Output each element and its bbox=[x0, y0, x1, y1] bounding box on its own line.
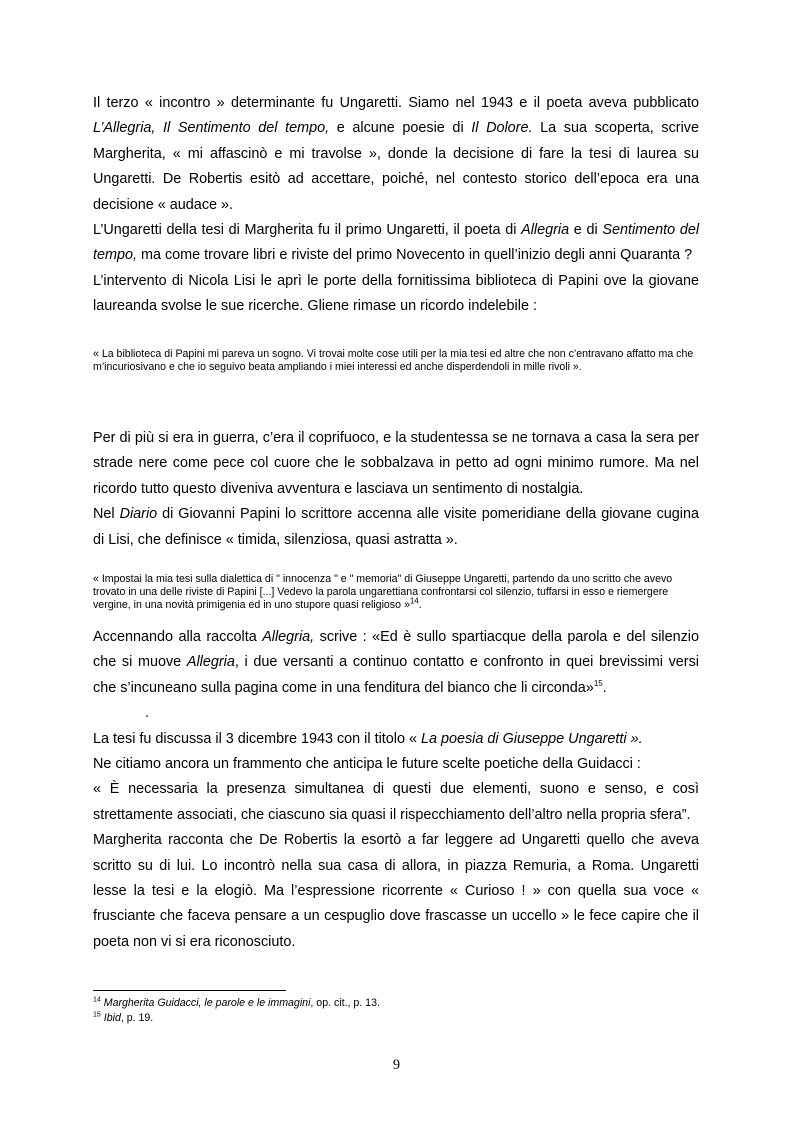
text-run: e di bbox=[569, 222, 603, 239]
text-run: « Impostai la mia tesi sulla dialettica di " innocenza " e " memoria" di Giuseppe Ungaretti, partendo da uno scritto che avevo trovato in una delle riviste di Papini [...] Vedevo la parola ungarettiana confrontarsi col silenzio, tuffarsi in esso e riemergere vergine, in una novità primigenia ed in uno stupore quasi religioso » bbox=[93, 573, 673, 611]
footnote-15 bbox=[93, 1011, 699, 1026]
body-section-3 bbox=[93, 625, 699, 955]
text-run: ma come trovare libri e riviste del primo Novecento in quell’inizio degli anni Quaranta ? bbox=[137, 247, 693, 264]
footnote-title: Margherita Guidacci, le parole e le immagini bbox=[103, 997, 311, 1009]
paragraph-ungaretti-tesi bbox=[93, 218, 699, 269]
text-run: Accennando alla raccolta bbox=[93, 629, 263, 645]
footnote-title: Ibid bbox=[103, 1012, 121, 1024]
text-run: Il terzo « incontro » determinante fu Ungaretti. Siamo nel 1943 e il poeta aveva pubblicato bbox=[93, 95, 699, 111]
text-run: , i due versanti a continuo contatto e confronto in quei brevissimi versi che s’incuneano sulla pagina come in una fenditura del bianco che li circonda» bbox=[93, 654, 699, 696]
quote-text: « La biblioteca di Papini mi pareva un sogno. Vi trovai molte cose utili per la mia tesi ed altre che non c’entravano affatto ma che m’incuriosivano e che io seguivo beata ampliando i miei interessi ed anche disperdendoli in mille rivoli ». bbox=[93, 348, 694, 373]
text-run: L’Ungaretti della tesi di Margherita fu il primo Ungaretti, il poeta di bbox=[93, 222, 522, 239]
text-run: e alcune poesie di bbox=[329, 120, 472, 137]
footnote-14 bbox=[93, 996, 699, 1011]
body-section-1 bbox=[93, 91, 699, 320]
text-run: Nel bbox=[93, 506, 120, 523]
page-number: 9 bbox=[392, 1057, 401, 1073]
paragraph-citazione-suono-senso: « È necessaria la presenza simultanea di questi due elementi, suono e senso, e così strettamente associati, che ciascuno sia quasi il rispecchiamento dell’altro nella propria sfera”. bbox=[93, 781, 699, 823]
italic-title: Il Dolore. bbox=[471, 120, 533, 137]
italic-title: Allegria bbox=[521, 222, 570, 239]
footnote-ref-15[interactable]: 15 bbox=[593, 679, 603, 689]
footnotes bbox=[93, 996, 699, 1026]
text-run: La tesi fu discussa il 3 dicembre 1943 con il titolo « bbox=[93, 730, 421, 747]
text-run: di Giovanni Papini lo scrittore accenna alle visite pomeridiane della giovane cugina di Lisi, che definisce « timida, silenziosa, quasi astratta ». bbox=[93, 506, 700, 548]
italic-title: Allegria bbox=[186, 654, 235, 671]
footnote-number: 15 bbox=[93, 1011, 101, 1019]
paragraph-terzo-incontro bbox=[93, 91, 699, 218]
quote-text bbox=[93, 573, 699, 612]
italic-title: La poesia di Giuseppe Ungaretti ». bbox=[420, 730, 643, 747]
italic-title: Allegria, bbox=[262, 629, 315, 645]
italic-title: Diario bbox=[119, 506, 158, 523]
body-section-2 bbox=[93, 426, 699, 553]
text-run: scrive : «Ed è sullo spartiacque della parola e del silenzio che si muove bbox=[93, 629, 700, 671]
footnote-ref-14[interactable]: 14 bbox=[409, 596, 419, 606]
paragraph-frammento: Ne citiamo ancora un frammento che anticipa le future scelte poetiche della Guidacci : bbox=[93, 756, 641, 773]
paragraph-allegria bbox=[93, 625, 699, 701]
italic-title: L’Allegria, Il Sentimento del tempo, bbox=[93, 120, 330, 137]
italic-title: Sentimento del tempo, bbox=[93, 222, 700, 264]
text-run: . bbox=[418, 599, 422, 611]
footnote-number: 14 bbox=[93, 996, 101, 1004]
footnote-text: , op. cit., p. 13. bbox=[310, 997, 380, 1009]
paragraph-de-robertis: Margherita racconta che De Robertis la esortò a far leggere ad Ungaretti quello che aveva scritto su di lui. Lo incontrò nella sua casa di allora, in piazza Remuria, a Roma. Ungaretti lesse la tesi e la elogiò. Ma l’espressione ricorrente « Curioso ! » con quella sua voce « frusciante che faceva pensare a un cespuglio dove frascasse un uccello » le fece capire che il poeta non vi si era riconosciuto. bbox=[93, 832, 699, 950]
footnote-separator bbox=[93, 990, 286, 991]
text-run: . bbox=[602, 679, 607, 696]
text-run: La sua scoperta, scrive Margherita, « mi affascinò e mi travolse », donde la decisione di fare la tesi di laurea su Ungaretti. De Robertis esitò ad accettare, poiché, nel contesto storico dell’epoca era una decisione « audace ». bbox=[93, 120, 699, 213]
block-quote-tesi bbox=[93, 573, 699, 612]
paragraph-tesi-discussa bbox=[93, 727, 699, 752]
paragraph-nicola-lisi: L’intervento di Nicola Lisi le aprì le porte della fornitissima biblioteca di Papini ove la giovane laureanda svolse le sue ricerche. Gliene rimase un ricordo indelebile : bbox=[93, 272, 699, 315]
dot-text: . bbox=[145, 705, 149, 722]
paragraph-guerra: Per di più si era in guerra, c’era il coprifuoco, e la studentessa se ne tornava a casa la sera per strade nere come pece col cuore che le sobbalzava in petto ad ogni minimo rumore. Ma nel ricordo tutto questo diveniva avventura e lasciava un sentimento di nostalgia. bbox=[93, 430, 699, 497]
footnote-text: , p. 19. bbox=[120, 1012, 154, 1024]
block-quote-biblioteca bbox=[93, 348, 699, 374]
paragraph-diario bbox=[93, 502, 699, 553]
stray-dot bbox=[93, 701, 699, 726]
